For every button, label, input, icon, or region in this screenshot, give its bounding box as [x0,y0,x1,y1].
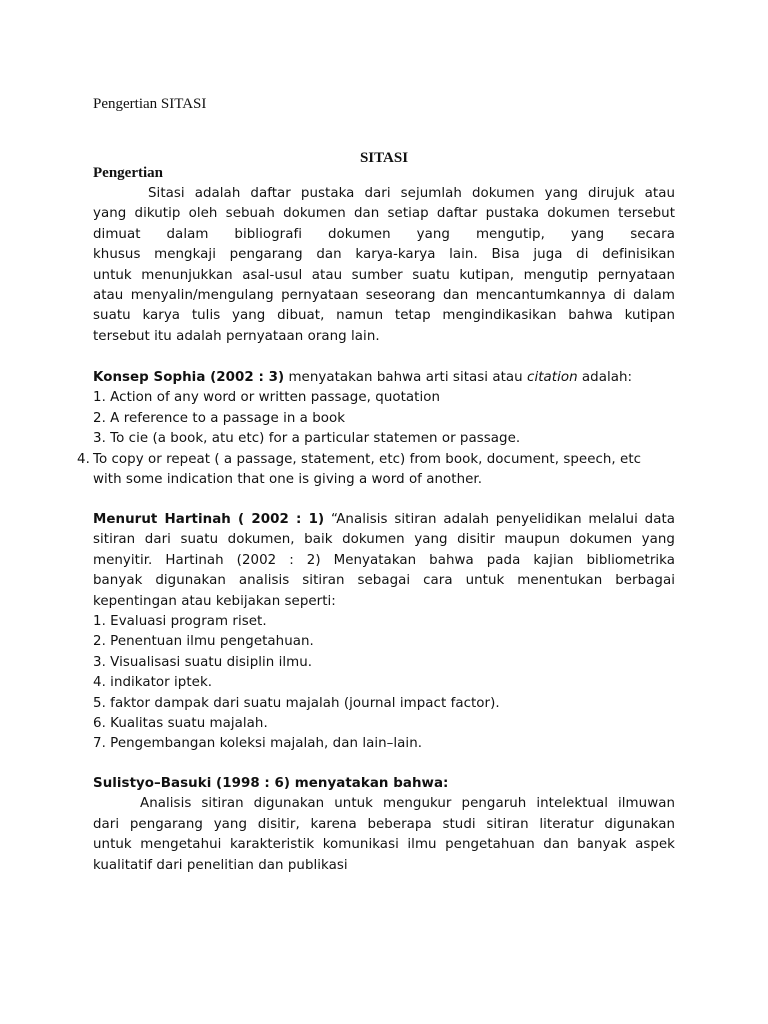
paragraph-line: yang dikutip oleh sebuah dokumen dan setiap daftar pustaka dokumen tersebut [93,206,675,222]
paragraph-line: dari pengarang yang disitir, karena beberapa studi sitiran literatur digunakan [93,816,675,832]
list-item: 4. indikator iptek. [93,675,213,691]
intro-paragraph [93,184,675,347]
citation-word: citation [527,370,578,385]
sulistyo-section [93,774,675,876]
document-label: Pengertian SITASI [93,96,207,112]
sophia-text-after: adalah: [577,370,633,385]
paragraph-line: atau menyalin/mengulang pernyataan seseorang dan mencantumkannya di dalam [93,287,675,303]
hartinah-section [93,510,675,755]
paragraph-line: Analisis sitiran digunakan untuk mengukur pengaruh intelektual ilmuwan [140,796,675,812]
paragraph-line: menyitir. Hartinah (2002 : 2) Menyatakan bahwa pada kajian bibliometrika [93,552,675,568]
paragraph-line: sitiran dari suatu dokumen, baik dokumen yang disitir maupun dokumen yang [93,532,675,548]
paragraph-line: khusus mengkaji pengarang dan karya-karya lain. Bisa juga di definisikan [93,247,675,263]
paragraph-line: untuk mengetahui karakteristik komunikasi ilmu pengetahuan dan banyak aspek [93,837,675,853]
list-item: 6. Kualitas suatu majalah. [93,715,268,731]
list-item: 7. Pengembangan koleksi majalah, dan lain–lain. [93,736,423,752]
paragraph-line: suatu karya tulis yang dibuat, namun tetap mengindikasikan bahwa kutipan [93,308,675,324]
paragraph-line: dimuat dalam bibliografi dokumen yang mengutip, yang secara [93,226,675,242]
section-heading-pengertian: Pengertian [93,165,163,181]
paragraph-line: untuk menunjukkan asal-usul atau sumber suatu kutipan, mengutip pernyataan [93,267,675,283]
list-item: 3. To cie (a book, atu etc) for a particular statemen or passage. [93,431,521,447]
paragraph-line: kualitatif dari penelitian dan publikasi [93,857,348,873]
sulistyo-label: Sulistyo–Basuki (1998 : 6) menyatakan bahwa: [93,776,449,791]
list-item: 2. A reference to a passage in a book [93,410,346,426]
sophia-section [77,368,675,490]
sophia-label: Konsep Sophia (2002 : 3) [93,370,285,385]
list-item [77,450,675,470]
hartinah-label: Menurut Hartinah ( 2002 : 1) [93,512,325,527]
hartinah-text: “Analisis sitiran adalah penyelidikan melalui data [324,512,675,527]
document-title: SITASI [359,150,409,166]
paragraph-line: banyak digunakan analisis sitiran sebagai cara untuk menentukan berbagai [93,573,675,589]
list-item: 3. Visualisasi suatu disiplin ilmu. [93,654,313,670]
paragraph-line: Sitasi adalah daftar pustaka dari sejumlah dokumen yang dirujuk atau [148,186,675,201]
paragraph-line: tersebut itu adalah pernyataan orang lain. [93,328,380,344]
list-item: 5. faktor dampak dari suatu majalah (journal impact factor). [93,695,500,711]
sophia-intro-line [93,368,675,388]
list-item: 1. Action of any word or written passage, quotation [93,390,440,406]
list-item-text: To copy or repeat ( a passage, statement, etc) from book, document, speech, etc [93,451,642,467]
list-item-continuation: with some indication that one is giving a word of another. [93,471,483,487]
hartinah-intro-line [93,510,675,530]
paragraph-line: kepentingan atau kebijakan seperti: [93,593,336,609]
sophia-text-before: menyatakan bahwa arti sitasi atau [284,370,528,385]
list-item: 1. Evaluasi program riset. [93,613,267,629]
list-item: 2. Penentuan ilmu pengetahuan. [93,634,314,650]
list-item-number: 4. [77,451,90,467]
